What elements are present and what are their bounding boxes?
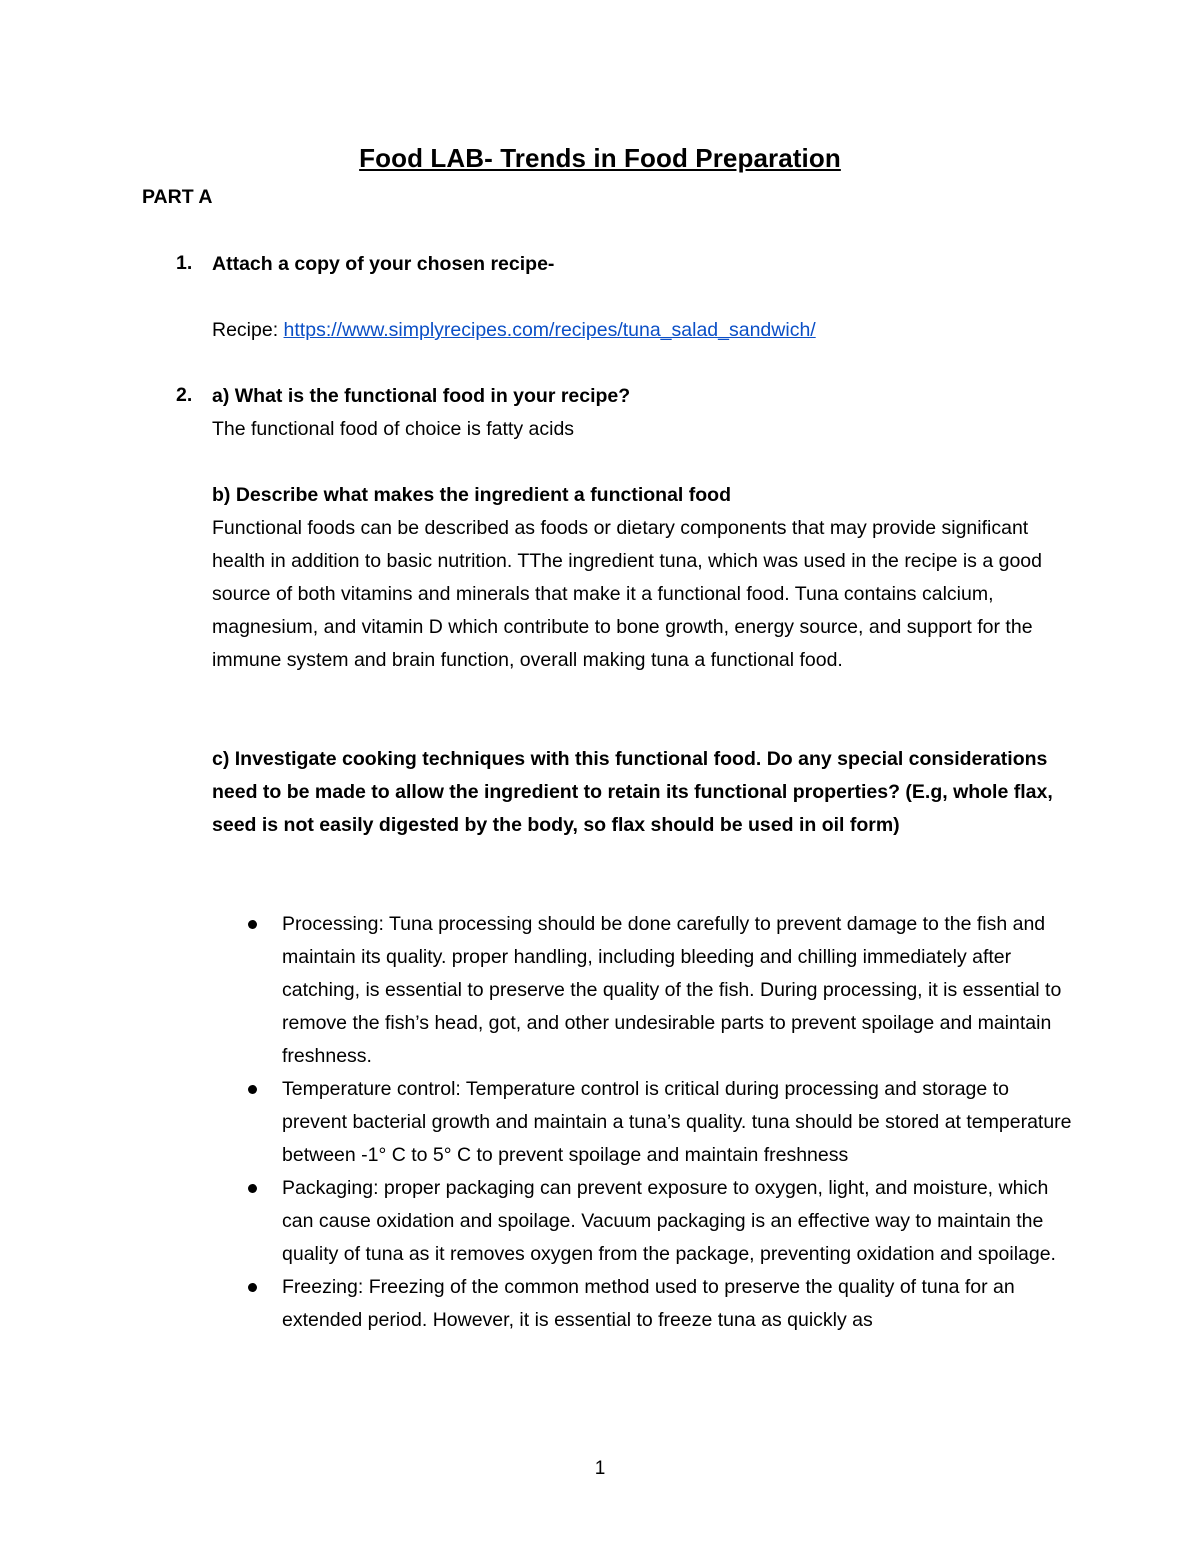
list-item — [282, 1172, 1072, 1271]
question-2a-answer: The functional food of choice is fatty acids — [212, 418, 575, 440]
question-1-number: 1. — [176, 252, 193, 274]
question-2-number: 2. — [176, 384, 193, 406]
question-2b-heading: b) Describe what makes the ingredient a functional food — [212, 484, 731, 506]
list-item-text: Freezing: Freezing of the common method used to preserve the quality of tuna for an extended period. However, it is essential to freeze tuna as quickly as — [282, 1276, 1015, 1331]
bullet-icon — [248, 1283, 257, 1292]
list-item — [282, 908, 1072, 1073]
question-1 — [212, 248, 1072, 281]
techniques-list — [282, 908, 1072, 1337]
question-2a — [212, 380, 1072, 446]
question-2c-heading: c) Investigate cooking techniques with this functional food. Do any special considerations need to be made to allow the ingredient to retain its functional properties? (E.g, whole flax, seed is not easily digested by the body, so flax should be used in oil form) — [212, 748, 1053, 836]
recipe-line — [212, 314, 1072, 347]
bullet-icon — [248, 920, 257, 929]
recipe-label: Recipe: — [212, 319, 284, 341]
list-item-text: Temperature control: Temperature control is critical during processing and storage to prevent bacterial growth and maintain a tuna’s quality. tuna should be stored at temperature between -1° C to 5° C to prevent spoilage and maintain freshness — [282, 1078, 1072, 1166]
question-2b — [212, 479, 1072, 677]
part-heading: PART A — [142, 186, 213, 208]
list-item-text: Packaging: proper packaging can prevent exposure to oxygen, light, and moisture, which can cause oxidation and spoilage. Vacuum packaging is an effective way to maintain the quality of tuna as it removes oxygen from the package, preventing oxidation and spoilage. — [282, 1177, 1056, 1265]
list-item-text: Processing: Tuna processing should be done carefully to prevent damage to the fish and maintain its quality. proper handling, including bleeding and chilling immediately after catching, is essential to preserve the quality of the fish. During processing, it is essential to remove the fish’s head, got, and other undesirable parts to prevent spoilage and maintain freshness. — [282, 913, 1062, 1067]
bullet-icon — [248, 1085, 257, 1094]
question-2a-heading: a) What is the functional food in your recipe? — [212, 385, 631, 407]
recipe-link[interactable]: https://www.simplyrecipes.com/recipes/tuna_salad_sandwich/ — [283, 319, 816, 341]
question-2c — [212, 743, 1072, 842]
list-item — [282, 1073, 1072, 1172]
page-number: 1 — [594, 1458, 606, 1479]
question-2b-answer: Functional foods can be described as foods or dietary components that may provide significant health in addition to basic nutrition. TThe ingredient tuna, which was used in the recipe is a good source of both vitamins and minerals that make it a functional food. Tuna contains calcium, magnesium, and vitamin D which contribute to bone growth, energy source, and support for the immune system and brain function, overall making tuna a functional food. — [212, 517, 1042, 671]
document-title: Food LAB- Trends in Food Preparation — [359, 143, 841, 173]
bullet-icon — [248, 1184, 257, 1193]
list-item — [282, 1271, 1072, 1337]
question-1-heading: Attach a copy of your chosen recipe- — [212, 253, 555, 275]
